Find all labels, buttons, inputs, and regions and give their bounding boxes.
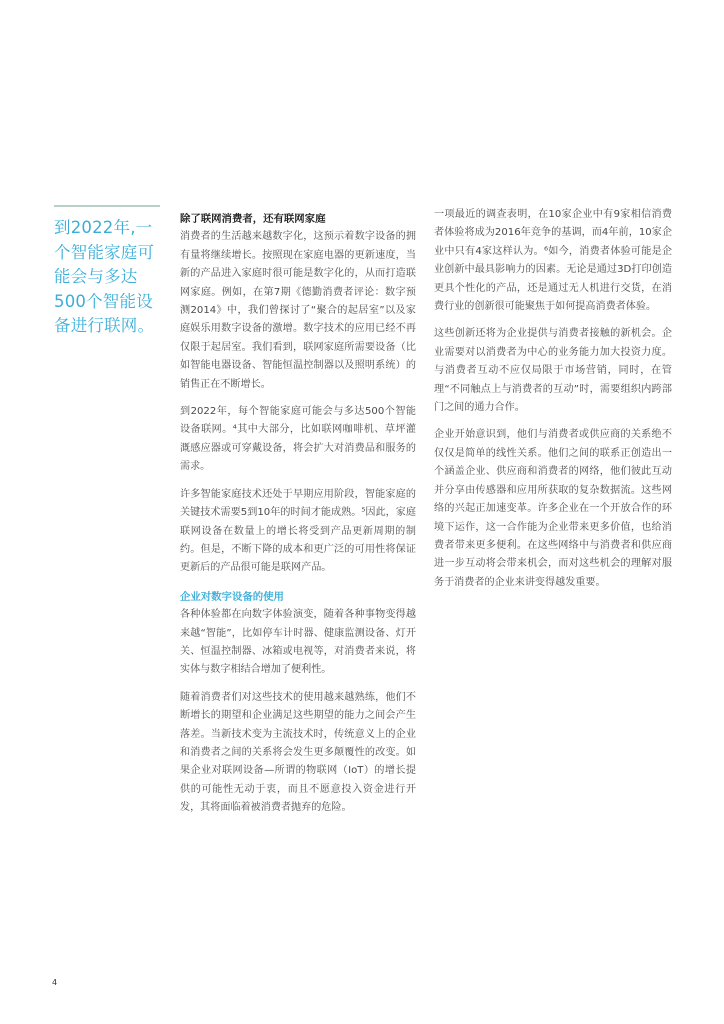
page-number: 4: [52, 978, 58, 987]
paragraph: 随着消费者们对这些技术的使用越来越熟练，他们不断增长的期望和企业满足这些期望的能力之间会产生落差。当新技术变为主流技术时，传统意义上的企业和消费者之间的关系将会发生更多颠覆性的改变。如果企业对联网设备—所谓的物联网（IoT）的增长提供的可能性无动于衷，而且不愿意投入资金进行开发，其将面临着被消费者抛弃的危险。: [180, 691, 416, 814]
paragraph: 许多智能家庭技术还处于早期应用阶段，智能家庭的关键技术需要5到10年的时间才能成熟。⁵因此，家庭联网设备在数量上的增长将受到产品更新周期的制约。但是，不断下降的成本和更广泛的可用性将保证更新后的产品很可能是联网产品。: [180, 488, 416, 574]
section-heading-connected-home: 除了联网消费者，还有联网家庭: [180, 213, 326, 225]
right-column: [434, 206, 672, 601]
section-heading-enterprise-devices: 企业对数字设备的使用: [180, 590, 284, 603]
paragraph: 到2022年，每个智能家庭可能会与多达500个智能设备联网。⁴其中大部分，比如联网咖啡机、草坪灌溉感应器或可穿戴设备，将会扩大对消费品和服务的需求。: [180, 406, 416, 473]
paragraph: 各种体验都在向数字体验演变，随着各种事物变得越来越“智能”，比如停车计时器、健康监测设备、灯开关、恒温控制器、冰箱或电视等，对消费者来说，将实体与数字相结合增加了便利性。: [180, 609, 416, 676]
pullquote: 到2022年,一个智能家庭可能会与多达500个智能设备进行联网。: [54, 218, 155, 335]
paragraph: 企业开始意识到，他们与消费者或供应商的关系绝不仅仅是简单的线性关系。他们之间的联系正创造出一个涵盖企业、供应商和消费者的网络，他们彼此互动并分享由传感器和应用所获取的复杂数据流。这些网络的兴起正加速变革。许多企业在一个开放合作的环境下运作，这一合作能为企业带来更多价值，也给消费者带来更多便利。在这些网络中与消费者和供应商进一步互动将会带来机会，而对这些机会的理解对服务于消费者的企业来讲变得越发重要。: [434, 429, 672, 588]
paragraph: 消费者的生活越来越数字化，这预示着数字设备的拥有量将继续增长。按照现在家庭电器的更新速度，当新的产品进入家庭时很可能是数字化的，从而打造联网家庭。例如，在第7期《德勤消费者评论：数字预测2014》中，我们曾探讨了“聚合的起居室”以及家庭娱乐用数字设备的激增。数字技术的应用已经不再仅限于起居室。我们看到，联网家庭所需要设备（比如智能电器设备、智能恒温控制器以及照明系统）的销售正在不断增长。: [180, 231, 416, 390]
paragraph: 一项最近的调查表明，在10家企业中有9家相信消费者体验将成为2016年竞争的基调，而4年前，10家企业中只有4家这样认为。⁶如今，消费者体验可能是企业创新中最具影响力的因素。无论是通过3D打印创造更具个性化的产品，还是通过无人机进行交货，在消费行业的创新很可能聚焦于如何提高消费者体验。: [434, 209, 672, 313]
left-column: [180, 210, 416, 827]
paragraph: 这些创新还将为企业提供与消费者接触的新机会。企业需要对以消费者为中心的业务能力加大投资力度。与消费者互动不应仅局限于市场营销，同时，在管理“不同触点上与消费者的互动”时，需要组织内跨部门之间的通力合作。: [434, 328, 672, 414]
pullquote-divider: [54, 205, 160, 207]
